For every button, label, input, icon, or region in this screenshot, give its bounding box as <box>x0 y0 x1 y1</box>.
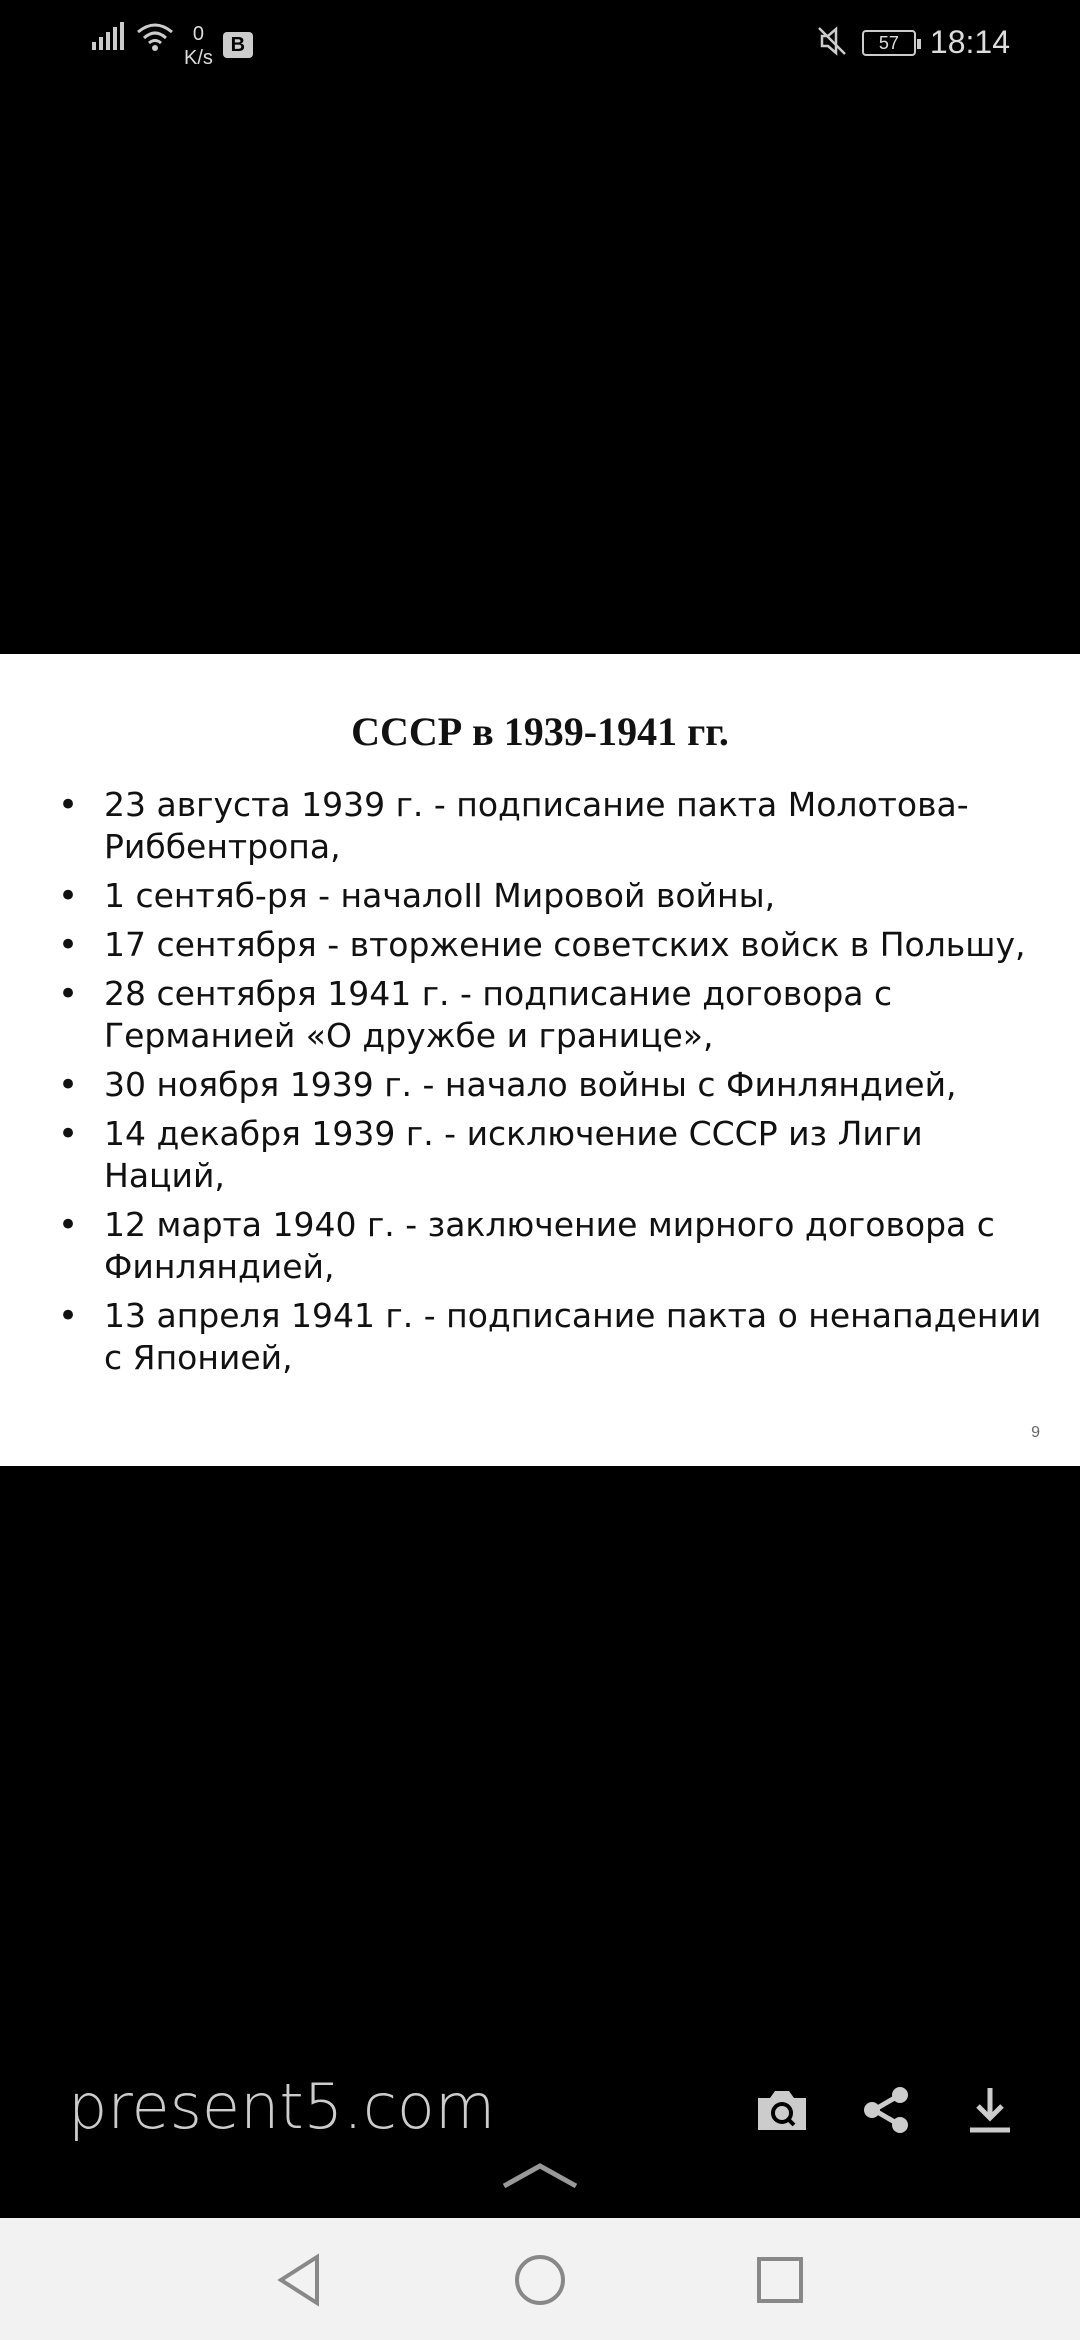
app-badge-icon: B <box>223 32 253 58</box>
bullet-item: • 14 декабря 1939 г. - исключение СССР из Лиги Наций, <box>58 1113 1048 1197</box>
bullet-item: • 28 сентября 1941 г. - подписание договора с Германией «О дружбе и границе», <box>58 973 1048 1057</box>
slide-page-number: 9 <box>1031 1424 1040 1441</box>
battery-level: 57 <box>878 32 899 53</box>
bullet-item: • 1 сентяб-ря - началоII Мировой войны, <box>58 875 1048 917</box>
wifi-icon <box>136 22 174 56</box>
status-right <box>816 24 1010 61</box>
bullet-list <box>58 784 1048 1386</box>
bullet-item: • 17 сентября - вторжение советских войск в Польшу, <box>58 924 1048 966</box>
net-speed-unit: K/s <box>184 47 213 69</box>
navigation-bar <box>0 2218 1080 2340</box>
status-left <box>92 22 253 70</box>
bullet-item: • 12 марта 1940 г. - заключение мирного договора с Финляндией, <box>58 1204 1048 1288</box>
toolbar <box>752 2080 1020 2140</box>
net-speed-value: 0 <box>192 23 205 45</box>
home-button[interactable] <box>510 2250 570 2310</box>
slide-image[interactable] <box>0 654 1080 1466</box>
bullet-item: • 23 августа 1939 г. - подписание пакта Молотова-Риббентропа, <box>58 784 1048 868</box>
bullet-item: • 30 ноября 1939 г. - начало войны с Финляндией, <box>58 1064 1048 1106</box>
signal-icon <box>92 22 126 54</box>
clock: 18:14 <box>929 24 1010 60</box>
mute-icon <box>816 25 848 61</box>
share-icon[interactable] <box>856 2080 916 2140</box>
site-name: present5.com <box>68 2070 496 2143</box>
recents-button[interactable] <box>750 2250 810 2310</box>
back-button[interactable] <box>270 2250 330 2310</box>
status-bar <box>0 0 1080 95</box>
bullet-item: • 13 апреля 1941 г. - подписание пакта о ненападении с Японией, <box>58 1295 1048 1379</box>
net-speed <box>184 22 213 70</box>
slide-title: СССР в 1939-1941 гг. <box>351 709 729 754</box>
download-icon[interactable] <box>960 2080 1020 2140</box>
battery-icon <box>862 30 916 56</box>
camera-icon[interactable] <box>752 2080 812 2140</box>
chevron-up-icon[interactable] <box>500 2160 580 2190</box>
